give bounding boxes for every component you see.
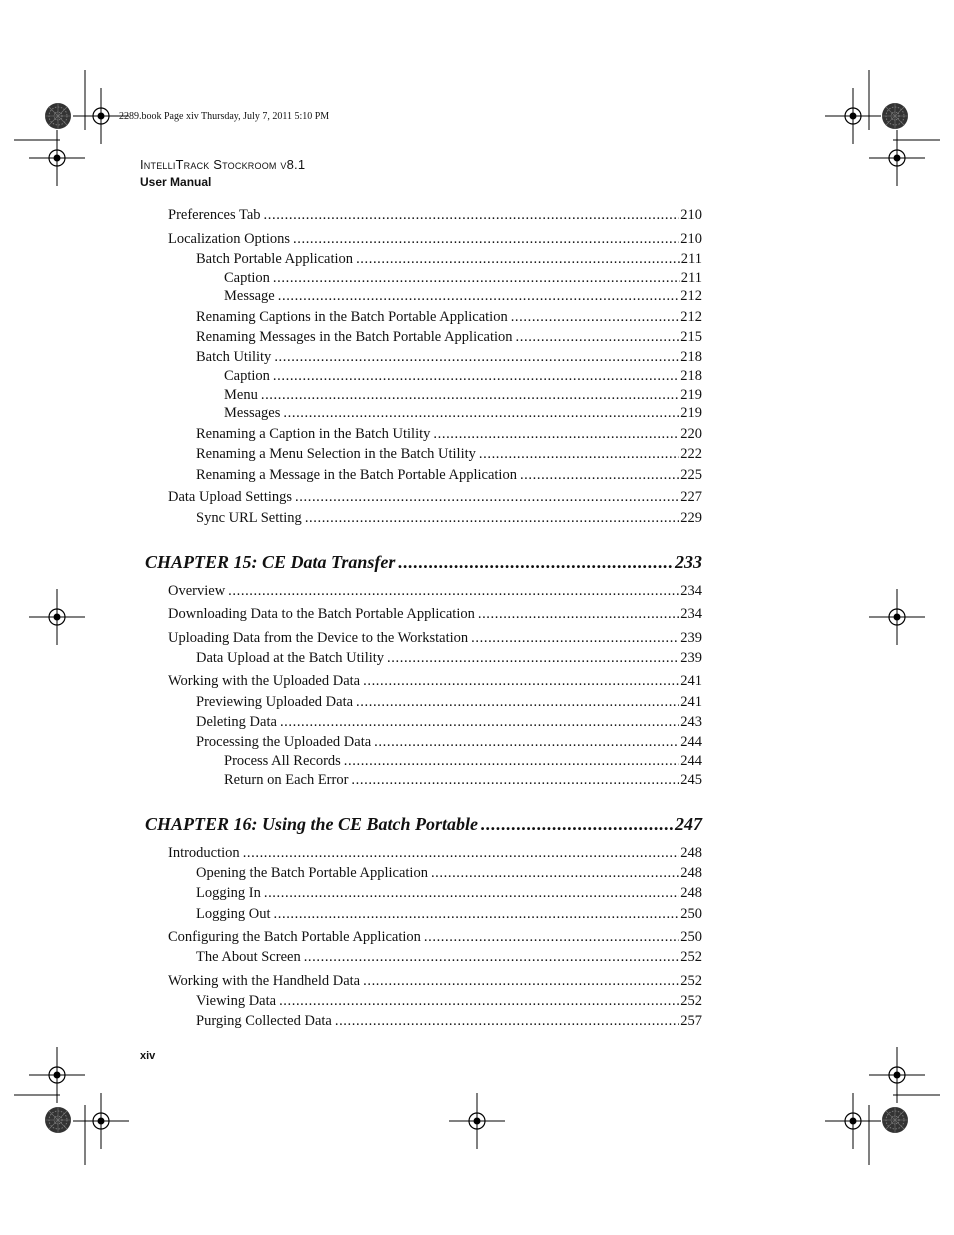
toc-dot-leader (264, 884, 679, 902)
toc-page-number: 227 (680, 489, 702, 505)
toc-page-number: 247 (675, 814, 702, 834)
toc-page-number: 257 (680, 1013, 702, 1029)
toc-entry[interactable] (196, 905, 702, 923)
toc-page-number: 248 (680, 885, 702, 901)
toc-entry-label: CHAPTER 16: Using the CE Batch Portable (145, 814, 479, 834)
toc-page-number: 241 (680, 694, 702, 710)
toc-entry[interactable] (196, 509, 702, 527)
toc-entry-label: The About Screen (196, 949, 301, 965)
toc-dot-leader (374, 733, 679, 751)
toc-entry[interactable] (196, 466, 702, 484)
toc-entry[interactable] (168, 672, 702, 690)
toc-page-number: 210 (680, 231, 702, 247)
toc-entry-label: Sync URL Setting (196, 510, 302, 526)
book-info-slug: 2289.book Page xiv Thursday, July 7, 2011 5:10 PM (119, 111, 330, 122)
toc-dot-leader (295, 488, 679, 506)
toc-entry-label: Renaming a Menu Selection in the Batch Utility (196, 446, 476, 462)
toc-entry[interactable] (196, 445, 702, 463)
toc-dot-leader (478, 605, 679, 623)
toc-page-number: 239 (680, 630, 702, 646)
toc-entry-label: Purging Collected Data (196, 1013, 332, 1029)
toc-entry-label: Renaming a Caption in the Batch Utility (196, 426, 431, 442)
toc-entry[interactable] (168, 605, 702, 623)
toc-dot-leader (433, 425, 679, 443)
toc-entry-label: Overview (168, 583, 226, 599)
toc-page-number: 210 (680, 207, 702, 223)
toc-entry[interactable] (168, 928, 702, 946)
toc-entry[interactable] (224, 752, 702, 770)
toc-page-number: 212 (680, 288, 702, 304)
toc-dot-leader (274, 905, 680, 923)
toc-entry[interactable] (196, 348, 702, 366)
toc-page-number: 215 (680, 329, 702, 345)
toc-page-number: 218 (680, 368, 702, 384)
toc-dot-leader (363, 672, 679, 690)
toc-dot-leader (335, 1012, 679, 1030)
toc-dot-leader (344, 752, 679, 770)
toc-entry-label: Renaming Messages in the Batch Portable Application (196, 329, 513, 345)
toc-page-number: 239 (680, 650, 702, 666)
toc-dot-leader (479, 445, 679, 463)
toc-entry-label: Working with the Uploaded Data (168, 673, 361, 689)
toc-entry[interactable] (196, 864, 702, 882)
toc-dot-leader (283, 404, 679, 422)
toc-dot-leader (356, 693, 679, 711)
toc-page-number: 252 (680, 993, 702, 1009)
toc-entry[interactable] (196, 948, 702, 966)
page-number: xiv (140, 1050, 156, 1062)
toc-entry[interactable] (196, 308, 702, 326)
toc-entry-label: Previewing Uploaded Data (196, 694, 354, 710)
toc-entry-label: Process All Records (224, 753, 341, 769)
toc-dot-leader (304, 948, 680, 966)
toc-dot-leader (511, 308, 680, 326)
toc-dot-leader (520, 466, 679, 484)
toc-entry-label: Localization Options (168, 231, 291, 247)
toc-page-number: 233 (675, 552, 702, 572)
toc-chapter-entry[interactable] (145, 813, 702, 835)
toc-entry[interactable] (168, 206, 702, 224)
toc-entry-label: Introduction (168, 845, 240, 861)
toc-page-number: 211 (680, 270, 702, 286)
toc-dot-leader (481, 813, 674, 835)
toc-page-number: 220 (680, 426, 702, 442)
toc-dot-leader (243, 844, 680, 862)
toc-dot-leader (274, 348, 679, 366)
toc-page-number: 241 (680, 673, 702, 689)
toc-entry[interactable] (196, 1012, 702, 1030)
toc-page-number: 219 (680, 405, 702, 421)
toc-entry[interactable] (168, 972, 702, 990)
toc-entry-label: Downloading Data to the Batch Portable Application (168, 606, 475, 622)
toc-entry-label: Viewing Data (196, 993, 277, 1009)
toc-page-number: 234 (680, 583, 702, 599)
toc-dot-leader (363, 972, 679, 990)
toc-page-number: 212 (680, 309, 702, 325)
toc-entry[interactable] (196, 250, 702, 268)
toc-page-number: 252 (680, 973, 702, 989)
toc-entry-label: CHAPTER 15: CE Data Transfer (145, 552, 396, 572)
toc-dot-leader (398, 551, 674, 573)
subtitle: User Manual (140, 175, 212, 189)
toc-entry-label: Configuring the Batch Portable Application (168, 929, 421, 945)
toc-entry-label: Working with the Handheld Data (168, 973, 361, 989)
toc-entry[interactable] (168, 629, 702, 647)
toc-page-number: 250 (680, 929, 702, 945)
toc-dot-leader (264, 206, 680, 224)
toc-page-number: 243 (680, 714, 702, 730)
toc-entry-label: Caption (224, 270, 270, 286)
toc-entry[interactable] (196, 425, 702, 443)
toc-entry-label: Batch Utility (196, 349, 272, 365)
toc-page-number: 234 (680, 606, 702, 622)
toc-entry[interactable] (168, 488, 702, 506)
toc-dot-leader (228, 582, 679, 600)
toc-entry[interactable] (196, 328, 702, 346)
toc-entry[interactable] (224, 386, 702, 404)
toc-dot-leader (278, 287, 680, 305)
toc-page-number: 248 (680, 845, 702, 861)
toc-entry-label: Deleting Data (196, 714, 277, 730)
toc-entry[interactable] (196, 733, 702, 751)
toc-entry-label: Processing the Uploaded Data (196, 734, 372, 750)
toc-entry[interactable] (224, 367, 702, 385)
toc-entry-label: Data Upload Settings (168, 489, 293, 505)
toc-chapter-entry[interactable] (145, 551, 702, 573)
toc-entry[interactable] (196, 649, 702, 667)
running-head (140, 157, 305, 172)
toc-page-number: 229 (680, 510, 702, 526)
toc-entry-label: Batch Portable Application (196, 251, 354, 267)
toc-dot-leader (305, 509, 679, 527)
toc-dot-leader (356, 250, 680, 268)
toc-entry[interactable] (224, 269, 702, 287)
toc-dot-leader (351, 771, 679, 789)
toc-entry[interactable] (168, 230, 702, 248)
toc-dot-leader (261, 386, 679, 404)
toc-entry-label: Menu (224, 387, 258, 403)
toc-dot-leader (293, 230, 679, 248)
toc-dot-leader (516, 328, 680, 346)
running-head-text: IntelliTrack Stockroom v8.1 (140, 157, 306, 172)
toc-entry[interactable] (196, 693, 702, 711)
toc-page-number: 218 (680, 349, 702, 365)
toc-page-number: 211 (680, 251, 702, 267)
toc-entry-label: Preferences Tab (168, 207, 261, 223)
toc-entry[interactable] (224, 287, 702, 305)
toc-page-number: 225 (680, 467, 702, 483)
toc-dot-leader (280, 713, 679, 731)
toc-page-number: 245 (680, 772, 702, 788)
toc-page-number: 248 (680, 865, 702, 881)
toc-dot-leader (273, 367, 679, 385)
toc-entry-label: Data Upload at the Batch Utility (196, 650, 385, 666)
toc-page-number: 244 (680, 753, 702, 769)
toc-page-number: 252 (680, 949, 702, 965)
toc-entry-label: Logging In (196, 885, 261, 901)
toc-entry-label: Logging Out (196, 906, 271, 922)
toc-entry[interactable] (168, 844, 702, 862)
toc-entry-label: Messages (224, 405, 281, 421)
toc-dot-leader (279, 992, 679, 1010)
toc-page-number: 222 (680, 446, 702, 462)
toc-entry-label: Uploading Data from the Device to the Workstation (168, 630, 469, 646)
toc-dot-leader (424, 928, 679, 946)
toc-dot-leader (273, 269, 680, 287)
toc-entry-label: Return on Each Error (224, 772, 349, 788)
toc-entry-label: Message (224, 288, 275, 304)
toc-dot-leader (387, 649, 679, 667)
toc-dot-leader (471, 629, 679, 647)
toc-page-number: 219 (680, 387, 702, 403)
toc-entry[interactable] (224, 771, 702, 789)
toc-page-number: 244 (680, 734, 702, 750)
toc-entry[interactable] (224, 404, 702, 422)
toc-page-number: 250 (680, 906, 702, 922)
toc-dot-leader (431, 864, 679, 882)
toc-entry-label: Caption (224, 368, 270, 384)
toc-entry[interactable] (196, 884, 702, 902)
toc-entry[interactable] (196, 992, 702, 1010)
toc-entry[interactable] (168, 582, 702, 600)
toc-entry[interactable] (196, 713, 702, 731)
toc-entry-label: Opening the Batch Portable Application (196, 865, 428, 881)
toc-entry-label: Renaming Captions in the Batch Portable Application (196, 309, 508, 325)
toc-entry-label: Renaming a Message in the Batch Portable Application (196, 467, 517, 483)
